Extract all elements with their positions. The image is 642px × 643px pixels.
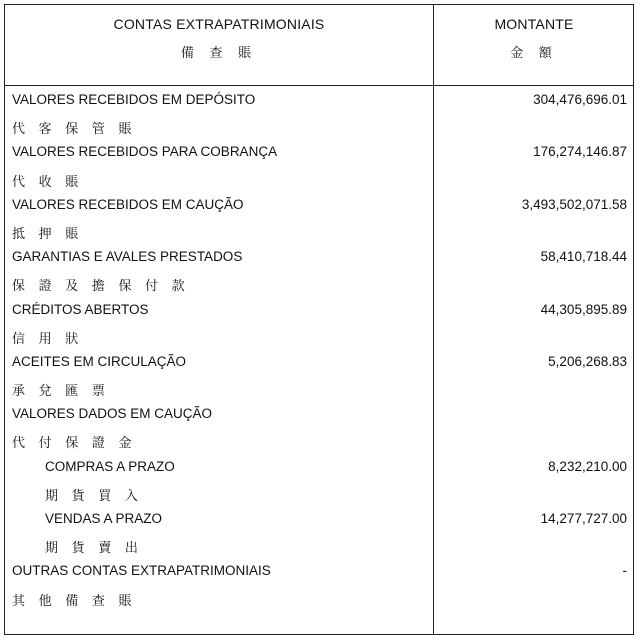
header-amount-zh: 金 額: [510, 45, 558, 60]
table-body: [5, 87, 633, 611]
row-label: 代 客 保 管 賬: [12, 121, 137, 137]
row-label: 保 證 及 擔 保 付 款: [12, 278, 190, 294]
row-label: 其 他 備 查 賬: [12, 592, 137, 608]
row-amount: 5,206,268.83: [548, 353, 627, 369]
header-divider: [5, 85, 633, 86]
header-amount: [435, 5, 633, 85]
table-row: [5, 244, 633, 270]
table-row: [5, 139, 633, 165]
row-label: CRÉDITOS ABERTOS: [12, 301, 149, 317]
row-label: OUTRAS CONTAS EXTRAPATRIMONIAIS: [12, 563, 271, 579]
table-row: [5, 401, 633, 427]
row-label: VALORES RECEBIDOS EM CAUÇÃO: [12, 196, 244, 212]
table-row: [5, 113, 633, 139]
table-row: [5, 87, 633, 113]
header-accounts-pt: CONTAS EXTRAPATRIMONIAIS: [113, 16, 325, 32]
table-row: [5, 270, 633, 296]
table-row: [5, 427, 633, 453]
row-amount: 176,274,146.87: [533, 144, 627, 160]
table-row: [5, 480, 633, 506]
row-amount: 58,410,718.44: [540, 249, 627, 265]
header-amount-pt: MONTANTE: [494, 16, 574, 32]
table-row: [5, 454, 633, 480]
table-row: [5, 585, 633, 611]
row-label: VALORES RECEBIDOS PARA COBRANÇA: [12, 144, 278, 160]
table-row: [5, 166, 633, 192]
table-row: [5, 375, 633, 401]
table-row: [5, 297, 633, 323]
row-label: 信 用 狀: [12, 330, 84, 346]
row-amount: -: [622, 563, 627, 579]
header-accounts: [5, 5, 433, 85]
table-row: [5, 323, 633, 349]
row-label: COMPRAS A PRAZO: [45, 458, 175, 474]
table-row: [5, 218, 633, 244]
row-amount: 8,232,210.00: [548, 458, 627, 474]
row-amount: 14,277,727.00: [540, 511, 627, 526]
header-accounts-zh: 備 查 賬: [180, 45, 258, 60]
table-row: [5, 349, 633, 375]
row-label: 期 貨 賣 出: [45, 540, 143, 556]
row-label: GARANTIAS E AVALES PRESTADOS: [12, 249, 243, 265]
table-row: [5, 506, 633, 532]
row-amount: 44,305,895.89: [540, 301, 627, 317]
off-balance-sheet-table: [4, 4, 634, 635]
row-label: 抵 押 賬: [12, 225, 84, 241]
row-label: VENDAS A PRAZO: [45, 511, 163, 526]
row-label: 代 付 保 證 金: [12, 435, 137, 451]
row-label: ACEITES EM CIRCULAÇÃO: [12, 353, 187, 369]
table-row: [5, 192, 633, 218]
row-amount: 3,493,502,071.58: [521, 196, 627, 212]
table-row: [5, 558, 633, 584]
row-label: VALORES DADOS EM CAUÇÃO: [12, 406, 213, 422]
row-label: 代 收 賬: [12, 173, 84, 189]
row-label: 期 貨 買 入: [45, 487, 143, 503]
table-row: [5, 532, 633, 558]
row-amount: 304,476,696.01: [533, 92, 627, 107]
row-label: 承 兌 匯 票: [12, 383, 110, 399]
row-label: VALORES RECEBIDOS EM DEPÓSITO: [12, 92, 256, 107]
